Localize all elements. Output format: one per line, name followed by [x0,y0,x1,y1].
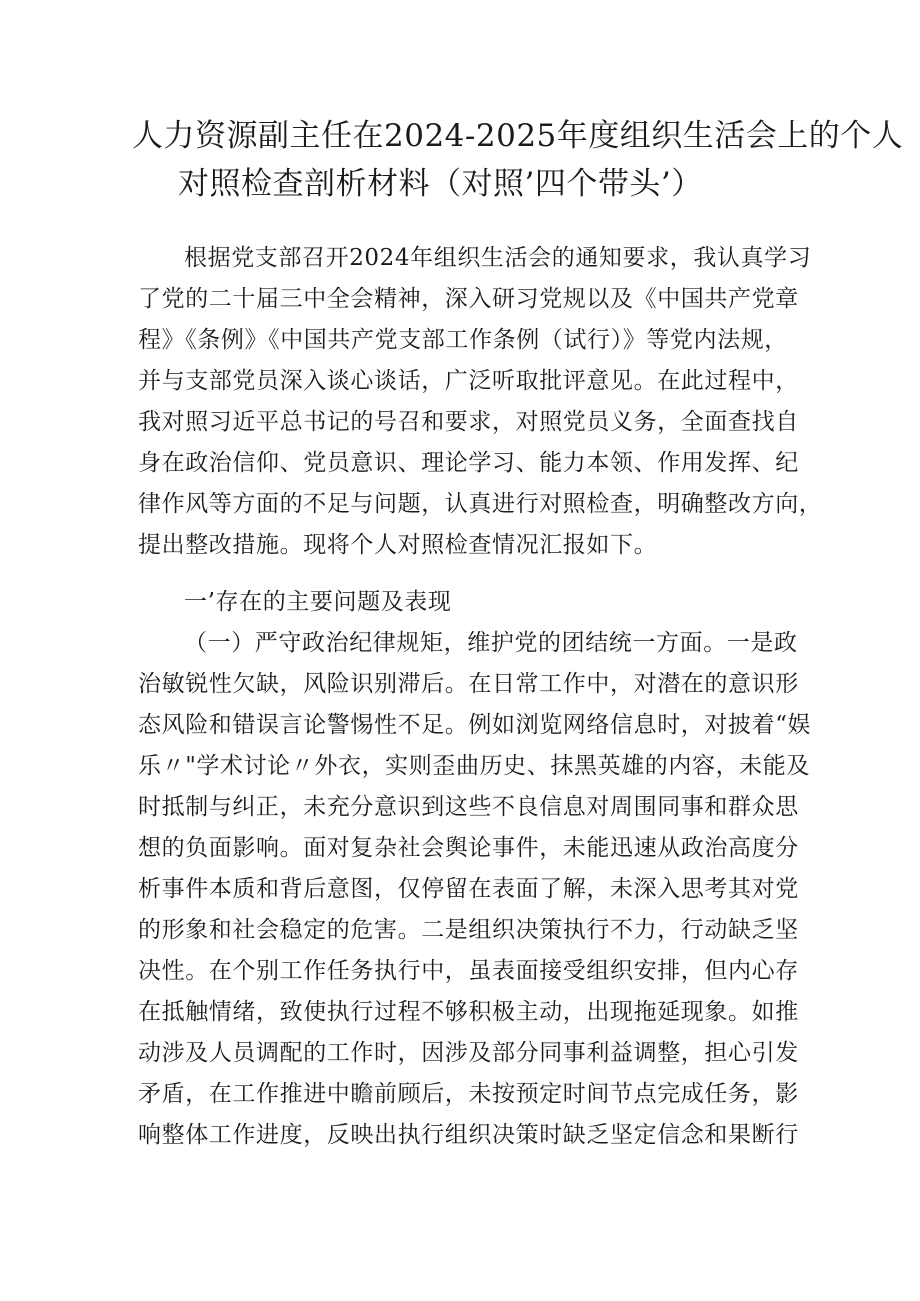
body-line: 在抵触情绪，致使执行过程不够积极主动，出现拖延现象。如推 [138,999,799,1025]
body-line: 动涉及人员调配的工作时，因涉及部分同事利益调整，担心引发 [138,1040,799,1066]
body-line: 时抵制与纠正，未充分意识到这些不良信息对周围同事和群众思 [138,794,799,820]
body-line: 矛盾，在工作推进中瞻前顾后，未按预定时间节点完成任务，影 [138,1081,799,1107]
body-line: 析事件本质和背后意图，仅停留在表面了解，未深入思考其对党 [138,876,799,902]
body-line: 提出整改措施。现将个人对照检查情况汇报如下。 [138,532,658,558]
document-title-line-1: 人力资源副主任在2024-2025年度组织生活会上的个人 [132,118,904,154]
body-line: 态风险和错误言论警惕性不足。例如浏览网络信息时，对披着“娱 [138,712,812,738]
body-line: 程》《条例》《中国共产党支部工作条例（试行）》等党内法规， [138,327,788,353]
body-line: 响整体工作进度，反映出执行组织决策时缺乏坚定信念和果断行 [138,1122,799,1148]
body-line: 根据党支部召开2024年组织生活会的通知要求，我认真学习 [184,245,812,271]
body-line: 决性。在个别工作任务执行中，虽表面接受组织安排，但内心存 [138,958,799,984]
document-title-line-2: 对照检查剖析材料（对照’四个带头’） [178,166,703,202]
body-line: 了党的二十届三中全会精神，深入研习党规以及《中国共产党章 [138,286,799,312]
subsection-paragraph-start: （一）严守政治纪律规矩，维护党的团结统一方面。一是政 [184,630,798,656]
section-heading: 一’存在的主要问题及表现 [184,589,452,615]
body-line: 律作风等方面的不足与问题，认真进行对照检查，明确整改方向， [138,491,823,517]
body-line: 乐〃"学术讨论〃外衣，实则歪曲历史、抹黑英雄的内容，未能及 [138,753,810,779]
body-line: 治敏锐性欠缺，风险识别滞后。在日常工作中，对潜在的意识形 [138,671,799,697]
body-line: 的形象和社会稳定的危害。二是组织决策执行不力，行动缺乏坚 [138,917,799,943]
body-line: 并与支部党员深入谈心谈话，广泛听取批评意见。在此过程中， [138,368,799,394]
body-line: 身在政治信仰、党员意识、理论学习、能力本领、作用发挥、纪 [138,450,799,476]
body-line: 想的负面影响。面对复杂社会舆论事件，未能迅速从政治高度分 [138,835,799,861]
body-line: 我对照习近平总书记的号召和要求，对照党员义务，全面查找自 [138,409,799,435]
